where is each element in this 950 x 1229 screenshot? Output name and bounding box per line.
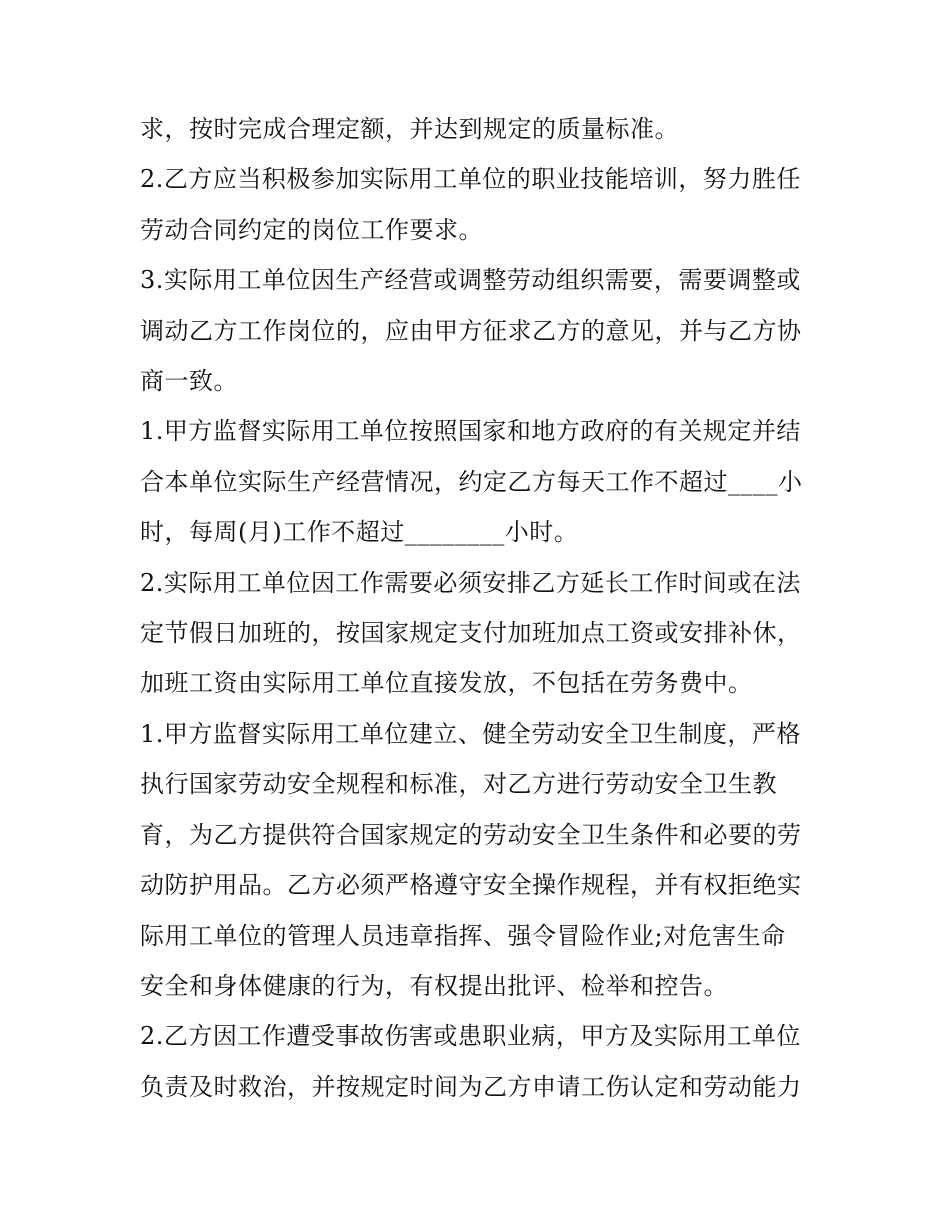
text-line: 2.乙方应当积极参加实际用工单位的职业技能培训，努力胜任	[140, 165, 801, 194]
text-line: 定节假日加班的，按国家规定支付加班加点工资或安排补休，	[140, 619, 802, 648]
text-line: 加班工资由实际用工单位直接发放，不包括在劳务费中。	[140, 669, 753, 698]
paragraph	[140, 709, 820, 1011]
paragraph	[140, 154, 820, 255]
text-line: 合本单位实际生产经营情况，约定乙方每天工作不超过____小	[140, 467, 803, 496]
paragraph	[140, 1011, 820, 1112]
paragraph	[140, 104, 820, 154]
text-line: 1.甲方监督实际用工单位建立、健全劳动安全卫生制度，严格	[140, 719, 801, 748]
document-body	[140, 104, 820, 1112]
text-line: 劳动合同约定的岗位工作要求。	[140, 215, 483, 244]
text-line: 1.甲方监督实际用工单位按照国家和地方政府的有关规定并结	[140, 417, 801, 446]
text-line: 负责及时救治，并按规定时间为乙方申请工伤认定和劳动能力	[140, 1072, 802, 1101]
text-line: 动防护用品。乙方必须严格遵守安全操作规程，并有权拒绝实	[140, 871, 802, 900]
text-line: 际用工单位的管理人员违章指挥、强令冒险作业;对危害生命	[140, 921, 786, 950]
text-line: 2.实际用工单位因工作需要必须安排乙方延长工作时间或在法	[140, 568, 801, 597]
paragraph	[140, 558, 820, 709]
paragraph	[140, 406, 820, 557]
text-line: 2.乙方因工作遭受事故伤害或患职业病，甲方及实际用工单位	[140, 1022, 801, 1051]
text-line: 求，按时完成合理定额，并达到规定的质量标准。	[140, 115, 679, 143]
text-line: 执行国家劳动安全规程和标准，对乙方进行劳动安全卫生教	[140, 770, 777, 799]
paragraph	[140, 255, 820, 406]
text-line: 商一致。	[140, 367, 238, 396]
text-line: 调动乙方工作岗位的，应由甲方征求乙方的意见，并与乙方协	[140, 316, 802, 345]
text-line: 3.实际用工单位因生产经营或调整劳动组织需要，需要调整或	[140, 266, 801, 295]
text-line: 育，为乙方提供符合国家规定的劳动安全卫生条件和必要的劳	[140, 820, 802, 849]
text-line: 时，每周(月)工作不超过________小时。	[140, 518, 579, 547]
text-line: 安全和身体健康的行为，有权提出批评、检举和控告。	[140, 971, 728, 1000]
